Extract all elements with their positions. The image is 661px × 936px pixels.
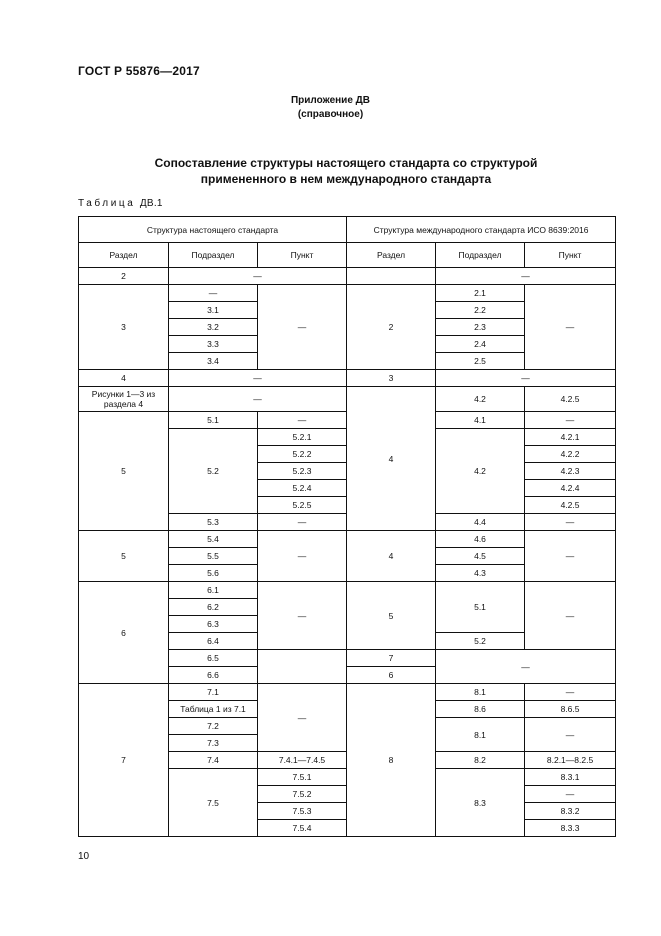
table-cell: 8.2: [436, 752, 525, 769]
table-cell: 2: [347, 285, 436, 370]
table-cell: 7.3: [169, 735, 258, 752]
table-cell: 7.2: [169, 718, 258, 735]
table-cell: 7: [347, 650, 436, 667]
table-cell: 5: [79, 412, 169, 531]
table-cell: —: [525, 582, 616, 650]
table-cell: 2.2: [436, 302, 525, 319]
table-cell: —: [258, 582, 347, 650]
title-line-1: Сопоставление структуры настоящего стандарта со структурой: [154, 156, 538, 170]
table-cell: 7: [79, 684, 169, 837]
table-cell: 3.1: [169, 302, 258, 319]
table-cell: [347, 268, 436, 285]
table-cell: 4.2: [436, 387, 525, 412]
table-cell: 5.6: [169, 565, 258, 582]
table-cell: 7.5.3: [258, 803, 347, 820]
table-row: [79, 268, 616, 285]
table-cell: 6.4: [169, 633, 258, 650]
table-cell: 5.3: [169, 514, 258, 531]
table-cell: 6.1: [169, 582, 258, 599]
table-cell: 6: [79, 582, 169, 684]
document-code: ГОСТ Р 55876—2017: [78, 64, 200, 78]
document-title: [0, 155, 661, 187]
table-cell: —: [525, 786, 616, 803]
table-cell: 5.4: [169, 531, 258, 548]
table-row: [79, 285, 616, 302]
table-cell: 3.4: [169, 353, 258, 370]
table-cell: 4.2.5: [525, 387, 616, 412]
table-row: [79, 684, 616, 701]
table-cell: 4: [347, 387, 436, 531]
table-cell: 4.2.5: [525, 497, 616, 514]
table-cell: 5.2: [169, 429, 258, 514]
table-cell: 2.1: [436, 285, 525, 302]
table-cell: 4: [347, 531, 436, 582]
col-header-clause: Пункт: [258, 243, 347, 268]
table-cell: 7.4: [169, 752, 258, 769]
table-cell: 2.3: [436, 319, 525, 336]
table-cell: 4.2.1: [525, 429, 616, 446]
table-cell: 5: [79, 531, 169, 582]
table-cell: 4: [79, 370, 169, 387]
table-cell: —: [525, 684, 616, 701]
table-cell: 7.5.2: [258, 786, 347, 803]
col-header-clause: Пункт: [525, 243, 616, 268]
page-number: 10: [78, 851, 90, 862]
header-this-standard: Структура настоящего стандарта: [79, 217, 347, 243]
table-cell: 6.2: [169, 599, 258, 616]
table-cell: 3: [79, 285, 169, 370]
table-cell: 3.2: [169, 319, 258, 336]
table-cell: 4.2.2: [525, 446, 616, 463]
table-cell: 6.6: [169, 667, 258, 684]
table-cell: —: [258, 412, 347, 429]
table-cell: 5.2.3: [258, 463, 347, 480]
col-header-section: Раздел: [347, 243, 436, 268]
table-cell: —: [525, 531, 616, 582]
table-cell: —: [436, 370, 616, 387]
table-row: [79, 582, 616, 599]
table-cell: 4.4: [436, 514, 525, 531]
table-cell: —: [525, 412, 616, 429]
table-cell: —: [258, 514, 347, 531]
table-row: [79, 531, 616, 548]
table-cell: 3: [347, 370, 436, 387]
table-cell: —: [436, 268, 616, 285]
annex-title: Приложение ДВ: [290, 95, 371, 106]
table-cell: 7.1: [169, 684, 258, 701]
table-cell: 2: [79, 268, 169, 285]
table-cell: —: [169, 387, 347, 412]
table-cell: —: [525, 718, 616, 752]
table-cell: 7.5: [169, 769, 258, 837]
table-cell: 2.4: [436, 336, 525, 353]
header-international-standard: Структура международного стандарта ИСО 8639:2016: [347, 217, 616, 243]
table-cell: 5.2.5: [258, 497, 347, 514]
table-cell: 7.5.1: [258, 769, 347, 786]
title-line-2: примененного в нем международного стандарта: [200, 172, 492, 186]
table-cell: 5.5: [169, 548, 258, 565]
table-cell: 5.2: [436, 633, 525, 650]
table-cell: —: [169, 268, 347, 285]
table-cell: 8.3.1: [525, 769, 616, 786]
table-cell: —: [525, 285, 616, 370]
table-cell: 8.2.1—8.2.5: [525, 752, 616, 769]
table-cell: 5.2.4: [258, 480, 347, 497]
table-cell: Рисунки 1—3 из раздела 4: [79, 387, 169, 412]
table-cell: 8.3.3: [525, 820, 616, 837]
table-cell: —: [169, 285, 258, 302]
col-header-subsection: Подраздел: [169, 243, 258, 268]
table-cell: 6: [347, 667, 436, 684]
annex-heading: [0, 94, 661, 122]
table-cell: 4.2.4: [525, 480, 616, 497]
table-row: [79, 370, 616, 387]
table-cell: 3.3: [169, 336, 258, 353]
table-label-word: Таблица: [78, 198, 136, 209]
table-cell: 8.6: [436, 701, 525, 718]
table-cell: 7.4.1—7.4.5: [258, 752, 347, 769]
table-cell: 4.1: [436, 412, 525, 429]
table-cell: 6.3: [169, 616, 258, 633]
table-label: [78, 198, 163, 209]
table-cell: 8.1: [436, 718, 525, 752]
table-cell: 6.5: [169, 650, 258, 667]
table-cell: Таблица 1 из 7.1: [169, 701, 258, 718]
table-cell: —: [258, 684, 347, 752]
table-subheader-row: [79, 243, 616, 268]
table-cell: —: [525, 514, 616, 531]
table-cell: —: [258, 531, 347, 582]
table-cell: 5: [347, 582, 436, 650]
table-cell: 7.5.4: [258, 820, 347, 837]
table-cell: 5.1: [169, 412, 258, 429]
table-cell: —: [169, 370, 347, 387]
table-cell: 8.3: [436, 769, 525, 837]
col-header-subsection: Подраздел: [436, 243, 525, 268]
table-cell: 2.5: [436, 353, 525, 370]
table-header-row: [79, 217, 616, 243]
table-cell: 8.3.2: [525, 803, 616, 820]
table-cell: 4.2: [436, 429, 525, 514]
annex-note: (справочное): [297, 109, 364, 120]
table-cell: 4.2.3: [525, 463, 616, 480]
table-cell: [258, 650, 347, 684]
table-cell: 5.1: [436, 582, 525, 633]
structure-comparison-table: [78, 216, 616, 837]
table-row: [79, 387, 616, 412]
table-cell: 4.6: [436, 531, 525, 548]
col-header-section: Раздел: [79, 243, 169, 268]
table-label-number: ДВ.1: [139, 198, 163, 209]
table-cell: —: [258, 285, 347, 370]
table-cell: —: [436, 650, 616, 684]
table-cell: 4.3: [436, 565, 525, 582]
table-cell: 8: [347, 684, 436, 837]
table-cell: 4.5: [436, 548, 525, 565]
table-cell: 5.2.1: [258, 429, 347, 446]
table-cell: 8.6.5: [525, 701, 616, 718]
table-cell: 5.2.2: [258, 446, 347, 463]
table-cell: 8.1: [436, 684, 525, 701]
